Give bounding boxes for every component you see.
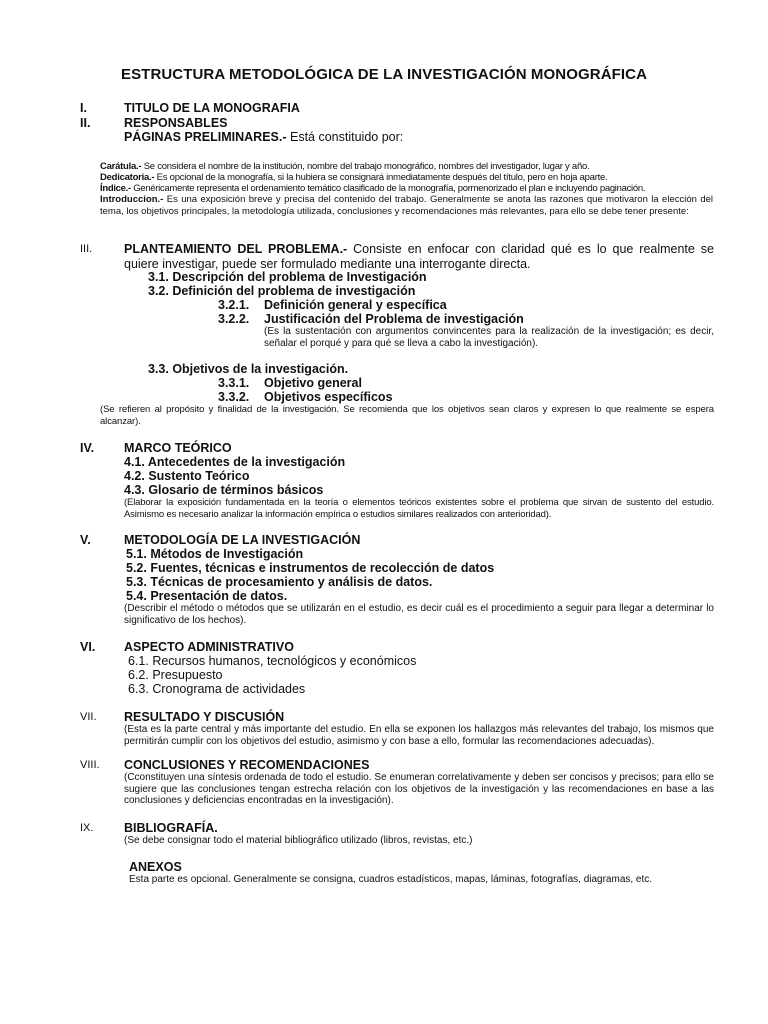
- section-3-number: III.: [80, 243, 93, 255]
- item-3-3-note: (Se refieren al propósito y finalidad de la investigación. Se recomienda que los objetivos sean claros y expresen lo que realmente se espera alcanzar).: [100, 404, 714, 427]
- item-3-2-1-label: Definición general y específica: [264, 298, 447, 312]
- section-1-number: I.: [80, 101, 87, 115]
- item-3-2: 3.2. Definición del problema de investigación: [148, 284, 416, 298]
- item-3-2-1-number: 3.2.1.: [218, 298, 250, 312]
- item-3-3-1-number: 3.3.1.: [218, 376, 250, 390]
- item-5-2: 5.2. Fuentes, técnicas e instrumentos de recolección de datos: [126, 561, 495, 575]
- section-7-title: RESULTADO Y DISCUSIÓN: [124, 710, 285, 724]
- section-4-note: (Elaborar la exposición fundamentada en la teoría o elementos teóricos existentes sobre el problema que sirvan de sustento del estudio. Asimismo es necesario analizar la información empírica o estudios similares realizados con anterioridad).: [124, 497, 714, 520]
- item-5-3: 5.3. Técnicas de procesamiento y análisis de datos.: [126, 575, 433, 589]
- preliminary-pages-text: Está constituido por:: [286, 130, 404, 144]
- section-4-title: MARCO TEÓRICO: [124, 441, 232, 455]
- section-6-title: ASPECTO ADMINISTRATIVO: [124, 640, 294, 654]
- dedicatoria-line: [100, 172, 607, 183]
- item-3-2-2-number: 3.2.2.: [218, 312, 250, 326]
- section-5-title: METODOLOGÍA DE LA INVESTIGACIÓN: [124, 533, 361, 547]
- indice-label: Índice.-: [100, 183, 131, 194]
- item-6-1: 6.1. Recursos humanos, tecnológicos y económicos: [128, 654, 417, 668]
- section-8-number: VIII.: [80, 759, 100, 771]
- introduccion-text: Es una exposición breve y precisa del contenido del trabajo. Generalmente se anota las razones que motivaron la elección del tema, los objetivos principales, la metodología utilizada, conclusiones y recomendaciones más relevantes, para ello se debe tener presente:: [100, 194, 713, 217]
- introduccion-paragraph: [100, 194, 713, 217]
- section-3-title: PLANTEAMIENTO DEL PROBLEMA.-: [124, 242, 348, 256]
- section-6-number: VI.: [80, 640, 96, 654]
- introduccion-label: Introduccion.-: [100, 194, 164, 205]
- section-7-note: (Esta es la parte central y más importante del estudio. En ella se exponen los hallazgos más relevantes del trabajo, los mismos que permitirán cumplir con los objetivos del estudio, asimismo y con base a ello, formular las recomendaciones adecuadas).: [124, 724, 714, 747]
- item-3-3-2-number: 3.3.2.: [218, 390, 250, 404]
- section-2-title: RESPONSABLES: [124, 116, 228, 130]
- section-9-number: IX.: [80, 822, 94, 834]
- section-3-text: Consiste en enfocar con claridad qué es lo que realmente se quiere investigar, puede ser formulado mediante una interrogante directa.: [124, 242, 714, 271]
- section-8-note: (Cconstituyen una síntesis ordenada de todo el estudio. Se enumeran correlativamente y deben ser concisos y precisos; para ello se sugiere que las conclusiones tengan estrecha relación con los objetivos de la investigación y las recomendaciones en base a las conclusiones y deficiencias encontradas en la investigación).: [124, 772, 714, 806]
- dedicatoria-text: Es opcional de la monografía, si la hubiera se consignará inmediatamente después del título, pero en hoja aparte.: [154, 172, 608, 183]
- item-4-2: 4.2. Sustento Teórico: [124, 469, 250, 483]
- caratula-label: Carátula.-: [100, 161, 142, 172]
- preliminary-pages-label: PÁGINAS PRELIMINARES.-: [124, 130, 287, 144]
- item-3-2-2-note: (Es la sustentación con argumentos convincentes para la realización de la investigación; es decir, señalar el porqué y para qué se lleva a cabo la investigación).: [264, 326, 714, 349]
- item-5-1: 5.1. Métodos de Investigación: [126, 547, 304, 561]
- section-8-title: CONCLUSIONES Y RECOMENDACIONES: [124, 758, 370, 772]
- item-3-3-2-label: Objetivos específicos: [264, 390, 393, 404]
- item-3-1: 3.1. Descripción del problema de Investigación: [148, 270, 427, 284]
- item-4-1: 4.1. Antecedentes de la investigación: [124, 455, 346, 469]
- item-5-4: 5.4. Presentación de datos.: [126, 589, 288, 603]
- preliminary-pages-line: [124, 130, 403, 144]
- section-1-title: TITULO DE LA MONOGRAFIA: [124, 101, 300, 115]
- section-7-number: VII.: [80, 711, 97, 723]
- item-6-2: 6.2. Presupuesto: [128, 668, 223, 682]
- item-6-3: 6.3. Cronograma de actividades: [128, 682, 306, 696]
- section-3-intro: [124, 242, 714, 271]
- section-9-title: BIBLIOGRAFÍA.: [124, 821, 218, 835]
- item-3-3: 3.3. Objetivos de la investigación.: [148, 362, 349, 376]
- item-3-3-1-label: Objetivo general: [264, 376, 362, 390]
- section-2-number: II.: [80, 116, 91, 130]
- section-4-number: IV.: [80, 441, 95, 455]
- indice-text: Genéricamente representa el ordenamiento temático clasificado de la monografía, pormenorizado el plan e incluyendo paginación.: [130, 183, 646, 194]
- document-title: ESTRUCTURA METODOLÓGICA DE LA INVESTIGACIÓN MONOGRÁFICA: [120, 66, 648, 83]
- indice-line: [100, 183, 645, 194]
- anexos-title: ANEXOS: [129, 860, 182, 874]
- caratula-text: Se considera el nombre de la institución, nombre del trabajo monográfico, nombres del investigador, lugar y año.: [141, 161, 590, 172]
- item-4-3: 4.3. Glosario de términos básicos: [124, 483, 324, 497]
- anexos-note: Esta parte es opcional. Generalmente se consigna, cuadros estadísticos, mapas, láminas, fotografías, diagramas, etc.: [129, 874, 653, 885]
- section-5-note: (Describir el método o métodos que se utilizarán en el estudio, es decir cuál es el procedimiento a seguir para llegar a determinar lo significativo de los hechos).: [124, 603, 714, 626]
- section-9-note: (Se debe consignar todo el material bibliográfico utilizado (libros, revistas, etc.): [124, 835, 473, 846]
- item-3-2-2-label: Justificación del Problema de investigación: [264, 312, 524, 326]
- dedicatoria-label: Dedicatoria.-: [100, 172, 155, 183]
- section-5-number: V.: [80, 533, 91, 547]
- caratula-line: [100, 161, 589, 172]
